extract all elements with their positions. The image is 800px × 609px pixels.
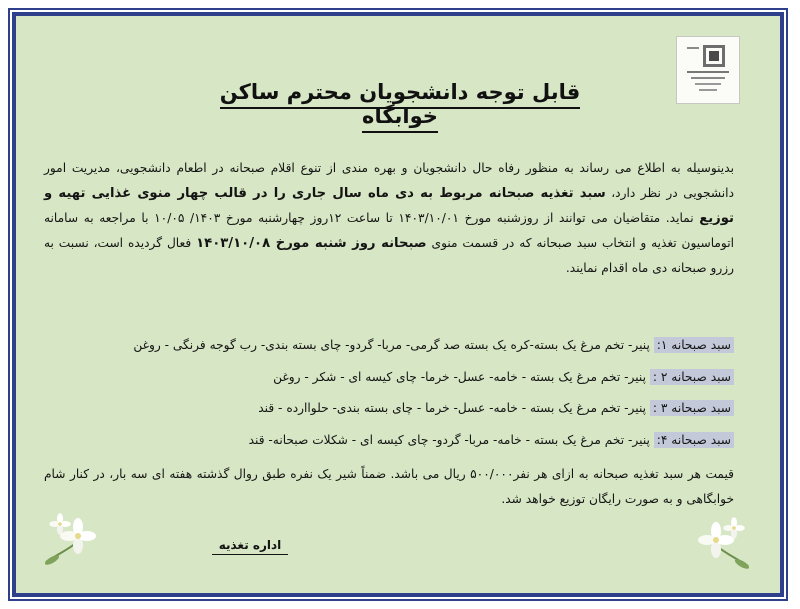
basket-contents: پنیر- تخم مرغ یک بسته - خامه- عسل- خرما - چای بسته بندی- حلواارده - قند — [258, 401, 647, 415]
intro-highlight-basket: سبد تغذیه صبحانه مربوط به دی ماه سال جاری را در قالب چهار منوی غذایی تهیه و توزیع — [44, 186, 734, 226]
basket-list — [44, 334, 734, 460]
signature: اداره تغذیه — [212, 538, 288, 555]
basket-item — [44, 334, 734, 366]
basket-contents: پنیر- تخم مرغ یک بسته - خامه- مربا- گردو- چای کیسه ای - شکلات صبحانه- قند — [248, 432, 650, 447]
price-note: قیمت هر سبد تغذیه صبحانه به ازای هر نفر۵۰۰/۰۰۰ ریال می باشد. ضمناً شیر یک نفره طبق روال گذشته هفته ای سه بار، در کنار شام خوابگاهی و به صورت رایگان توزیع خواهد شد. — [44, 467, 734, 506]
university-logo — [676, 36, 740, 104]
white-flower-icon — [40, 510, 104, 574]
intro-paragraph: بدینوسیله به اطلاع می رساند به منظور رفاه حال دانشجویان و بهره مندی از تنوع اقلام صبحانه در اطعام دانشجویی، مدیریت امور دانشجویی در نظر دارد، سبد تغذیه صبحانه مربوط به دی ماه سال جاری را در قالب چهار منوی غذایی تهیه و توزیع نماید. متقاضیان می توانند از روزشنبه مورخ ۱۴۰۳/۱۰/۰۱ تا ساعت ۱۲روز چهارشنبه مورخ ۱۴۰۳/ ۱۰/۰۵ با مراجعه به سامانه اتوماسیون تغذیه و انتخاب سبد صبحانه که در قسمت منوی صبحانه روز شنبه مورخ ۱۴۰۳/۱۰/۰۸ فعال گردیده است، نسبت به رزرو صبحانه دی ماه اقدام نمایند. — [44, 161, 735, 275]
page-title: قابل توجه دانشجویان محترم ساکن خوابگاه — [200, 80, 600, 128]
basket-label: سبد صبحانه ۲ : — [650, 369, 734, 385]
intro-highlight-date: صبحانه روز شنبه مورخ ۱۴۰۳/۱۰/۰۸ — [196, 236, 427, 251]
basket-label: سبد صبحانه ۴: — [654, 432, 734, 448]
emblem-icon — [677, 37, 739, 103]
basket-contents: پنیر- تخم مرغ یک بسته - خامه- عسل- خرما- چای کیسه ای - شکر - روغن — [273, 369, 647, 384]
basket-item — [44, 429, 734, 461]
basket-label: سبد صبحانه ۳ : — [650, 400, 734, 416]
basket-item — [44, 397, 734, 429]
basket-item — [44, 366, 734, 398]
basket-contents: پنیر- تخم مرغ یک بسته-کره یک بسته صد گرمی- مربا- گردو- چای بسته بندی- رب گوجه فرنگی - روغن — [133, 338, 650, 352]
white-flower-icon — [690, 514, 754, 578]
basket-label: سبد صبحانه ۱: — [654, 337, 734, 353]
